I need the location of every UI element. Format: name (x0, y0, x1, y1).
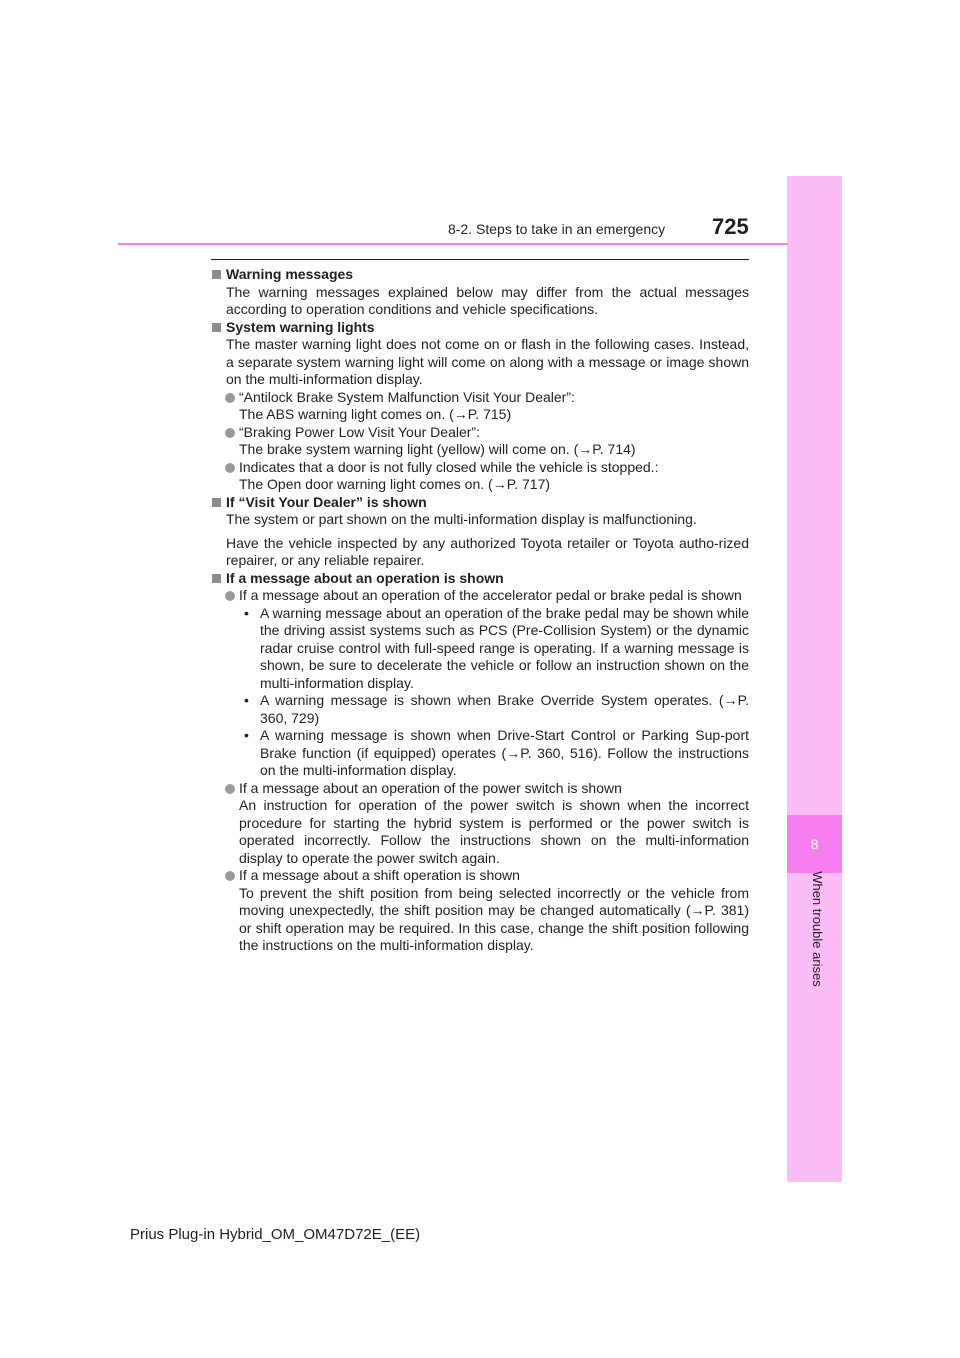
round-bullet-icon (225, 591, 235, 601)
square-bullet-icon (212, 270, 221, 279)
content-top-rule (211, 259, 749, 260)
sub-bullet-marker: • (244, 692, 249, 708)
heading-visit-your-dealer: If “Visit Your Dealer” is shown (211, 494, 749, 512)
paragraph: Have the vehicle inspected by any authorized Toyota retailer or Toyota autho-rized repairer, or any reliable repairer. (226, 534, 749, 568)
sub-list-item: • A warning message about an operation of the brake pedal may be shown while the driving assist systems such as PCS (Pre-Collision System) or the dynamic radar cruise control with full-speed range is operating. If a warning message is shown, be sure to decelerate the vehicle or follow an instruction shown on the multi-information display. (244, 604, 749, 691)
heading-operation-message: If a message about an operation is shown (211, 570, 749, 588)
heading-warning-messages: Warning messages (211, 266, 749, 284)
sub-bullet-marker: • (244, 604, 249, 621)
chapter-label: When trouble arises (810, 871, 825, 987)
sub-list-item: • A warning message is shown when Drive-Start Control or Parking Sup-port Brake function (if equipped) operates (→P. 360, 516). Follow the instructions on the multi-information display. (244, 727, 749, 778)
header-divider (118, 243, 788, 245)
sub-list-item: • A warning message is shown when Brake Override System operates. (→P. 360, 729) (244, 692, 749, 726)
square-bullet-icon (212, 574, 221, 583)
list-item: If a message about an operation of the accelerator pedal or brake pedal is shown (211, 587, 749, 605)
footer-document-id: Prius Plug-in Hybrid_OM_OM47D72E_(EE) (130, 1226, 421, 1243)
chapter-side-tab (787, 176, 842, 1182)
paragraph: The master warning light does not come on or flash in the following cases. Instead, a separate system warning light will come on along with a message or image shown on the multi-information display. (226, 336, 749, 387)
list-item: “Antilock Brake System Malfunction Visit Your Dealer”: The ABS warning light comes on. (→P. 715) (211, 389, 749, 424)
square-bullet-icon (212, 498, 221, 507)
round-bullet-icon (225, 784, 235, 794)
sub-bullet-marker: • (244, 727, 249, 743)
list-item: Indicates that a door is not fully closed while the vehicle is stopped.: The Open door warning light comes on. (→P. 717) (211, 459, 749, 494)
square-bullet-icon (212, 323, 221, 332)
heading-system-warning-lights: System warning lights (211, 319, 749, 337)
paragraph: The system or part shown on the multi-information display is malfunctioning. (226, 511, 697, 527)
paragraph: The warning messages explained below may differ from the actual messages according to operation conditions and vehicle specifications. (226, 283, 749, 317)
list-item: If a message about an operation of the power switch is shown An instruction for operation of the power switch is shown when the incorrect procedure for starting the hybrid system is performed or the power switch is operated incorrectly. Follow the instructions shown on the multi-information display to operate the power switch again. (211, 780, 749, 868)
page-number: 725 (712, 214, 749, 239)
page-content (211, 266, 749, 955)
section-title: 8-2. Steps to take in an emergency (448, 221, 666, 237)
round-bullet-icon (225, 428, 235, 438)
round-bullet-icon (225, 463, 235, 473)
round-bullet-icon (225, 871, 235, 881)
round-bullet-icon (225, 393, 235, 403)
list-item: “Braking Power Low Visit Your Dealer”: The brake system warning light (yellow) will come on. (→P. 714) (211, 424, 749, 459)
chapter-number-badge: 8 (787, 815, 842, 873)
list-item: If a message about a shift operation is shown To prevent the shift position from being selected incorrectly or the vehicle from moving unexpectedly, the shift position may be changed automatically (→P. 381) or shift operation may be required. In this case, change the shift position following the instructions on the multi-information display. (211, 867, 749, 955)
